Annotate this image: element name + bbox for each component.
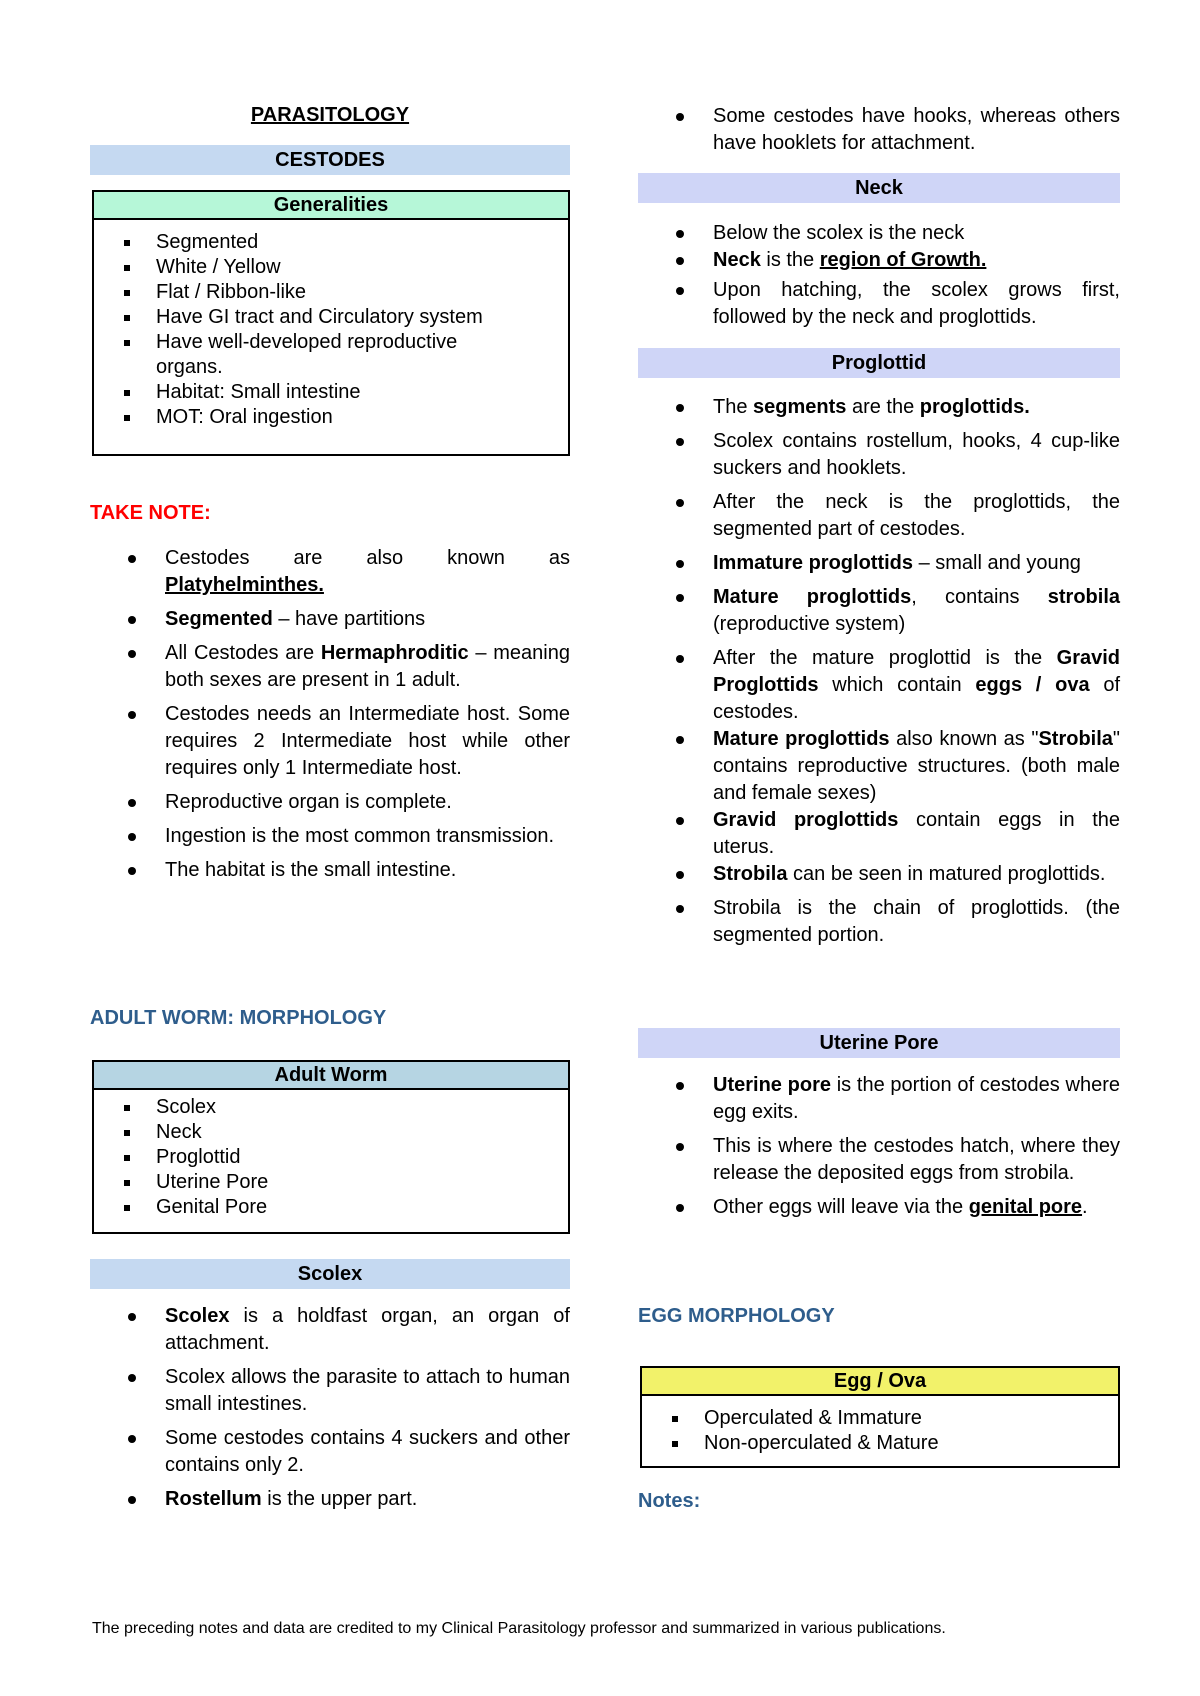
neck-list [638,220,1120,338]
list-item: The habitat is the small intestine. [90,857,570,884]
list-item: Uterine pore is the portion of cestodes where egg exits. [638,1072,1120,1126]
generalities-box [92,190,570,456]
list-item: Scolex contains rostellum, hooks, 4 cup-like suckers and hooklets. [638,428,1120,482]
list-item: Have well-developed reproductive organs. [94,330,568,380]
list-item: MOT: Oral ingestion [94,405,568,430]
list-item: Genital Pore [94,1195,568,1220]
generalities-header: Generalities [94,192,568,220]
list-item: Strobila can be seen in matured proglottids. [638,861,1120,888]
list-item: Gravid proglottids contain eggs in the uterus. [638,807,1120,861]
proglottid-list [638,394,1120,956]
list-item: Rostellum is the upper part. [90,1486,570,1513]
footer-credit: The preceding notes and data are credited to my Clinical Parasitology professor and summarized in various publications. [92,1620,946,1637]
list-item: Other eggs will leave via the genital pore. [638,1194,1120,1221]
list-item: Cestodes are also known as Platyhelminthes. [90,545,570,599]
list-item: Upon hatching, the scolex grows first, followed by the neck and proglottids. [638,277,1120,331]
list-item: Segmented [94,230,568,255]
list-item: Scolex allows the parasite to attach to human small intestines. [90,1364,570,1418]
list-item: This is where the cestodes hatch, where they release the deposited eggs from strobila. [638,1133,1120,1187]
egg-list [642,1396,1118,1464]
list-item: Uterine Pore [94,1170,568,1195]
list-item: Segmented – have partitions [90,606,570,633]
list-item: Some cestodes have hooks, whereas others have hooklets for attachment. [638,103,1120,157]
list-item: Scolex is a holdfast organ, an organ of attachment. [90,1303,570,1357]
adult-worm-header: Adult Worm [94,1062,568,1090]
list-item: Strobila is the chain of proglottids. (the segmented portion. [638,895,1120,949]
list-item: Neck [94,1120,568,1145]
generalities-list [94,220,568,438]
adult-worm-box [92,1060,570,1234]
scolex-bar: Scolex [90,1259,570,1289]
list-item: Mature proglottids also known as "Strobila" contains reproductive structures. (both male and female sexes) [638,726,1120,807]
list-item: Reproductive organ is complete. [90,789,570,816]
list-item: Habitat: Small intestine [94,380,568,405]
neck-bar: Neck [638,173,1120,203]
egg-header: Egg / Ova [642,1368,1118,1396]
list-item: Flat / Ribbon-like [94,280,568,305]
egg-morphology-heading: EGG MORPHOLOGY [638,1305,835,1327]
list-item: Non-operculated & Mature [642,1431,1118,1456]
list-item: After the mature proglottid is the Gravid Proglottids which contain eggs / ova of cestodes. [638,645,1120,726]
take-note-list [90,545,570,891]
take-note-heading: TAKE NOTE: [90,502,211,524]
egg-box [640,1366,1120,1468]
list-item: Ingestion is the most common transmission. [90,823,570,850]
list-item: The segments are the proglottids. [638,394,1120,421]
list-item: Cestodes needs an Intermediate host. Some requires 2 Intermediate host while other requires only 1 Intermediate host. [90,701,570,782]
uterine-pore-list [638,1072,1120,1228]
adult-worm-list [94,1090,568,1228]
list-item: Proglottid [94,1145,568,1170]
proglottid-bar: Proglottid [638,348,1120,378]
list-item: Some cestodes contains 4 suckers and other contains only 2. [90,1425,570,1479]
list-item: Immature proglottids – small and young [638,550,1120,577]
adult-morphology-heading: ADULT WORM: MORPHOLOGY [90,1007,387,1029]
notes-heading: Notes: [638,1490,701,1512]
list-item: Scolex [94,1095,568,1120]
scolex-list [90,1303,570,1520]
scolex-list-continued [638,103,1120,164]
list-item: After the neck is the proglottids, the segmented part of cestodes. [638,489,1120,543]
page-title: PARASITOLOGY [250,104,410,126]
uterine-pore-bar: Uterine Pore [638,1028,1120,1058]
cestodes-bar: CESTODES [90,145,570,175]
list-item: Neck is the region of Growth. [638,247,1120,274]
list-item: Below the scolex is the neck [638,220,1120,247]
list-item: Have GI tract and Circulatory system [94,305,568,330]
list-item: Operculated & Immature [642,1406,1118,1431]
list-item: All Cestodes are Hermaphroditic – meaning both sexes are present in 1 adult. [90,640,570,694]
list-item: Mature proglottids, contains strobila (reproductive system) [638,584,1120,638]
list-item: White / Yellow [94,255,568,280]
